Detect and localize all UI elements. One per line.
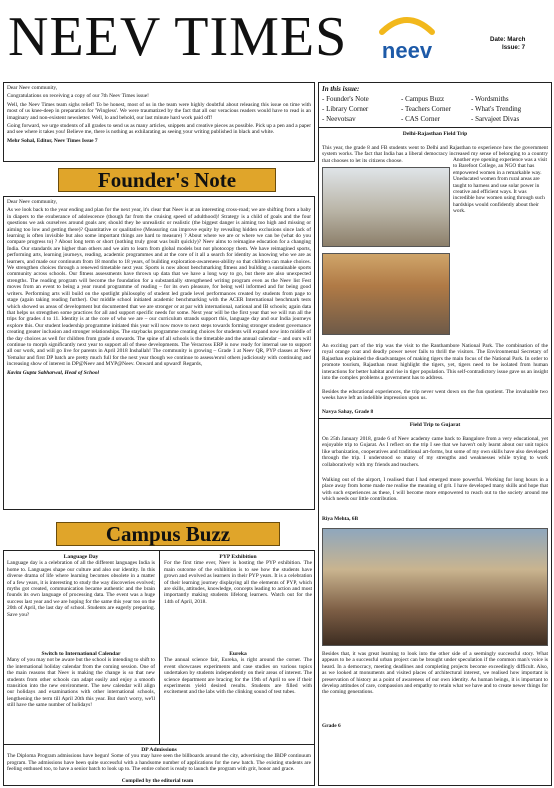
- founders-greeting: Dear Neev community,: [7, 199, 58, 205]
- founders-body: As we look back to the year ending and plan for the next year, it's clear that Neev is at an interesting cross-road; we are shifting from a baby in diapers to the exuberance of adolescence (though far from the cruising speed of adulthood)! Strategy is a child of goals and the four questions we ask ourselves around goals are; should they be unrealistic or realistic (the biggest danger is aiming too high and missing or aiming too low and getting there)? Quantitative or qualitative (Measuring can improve equity by revealing hidden exclusions since lack of learning is often invisible but also some important things are hard to measure) ? About where we are or where we can be (what do you compare progress to) ? About long term or short (nothing truly great was built quickly)? Neev aims to reimagine education for a changing India. Our standards are higher than others and we aim to learn from global models but not photocopy them. We have reimagined sports, performing arts, learning journeys, reading, academic programmes and at the core of it all a search for identity as knowing who we are as learners, and made our continuum from 18 months to 18 years, of building exploration-awareness-ability so that children can make choices. We strengthen choices through a renewed timetable next year. Sports is now about benchmarking fitness and building a sustainable sports community across schools. Our fitness assessments have thrown up data that we have a long way to go, but there are also unexpected strengths. The reading program will become the foundation for a substantially strengthened writing program even as the Neev list Fest moves from an event to being a year round programme of reading – for its own pleasure, for being well informed and for being good writers. Performing arts will build on the spotlight philosophy of student led grade level performances created by students from page to stage (again taking reading further). Our middle school initiated academic benchmarking with the ACER International benchmark tests which showed us areas of development but documented that we are stronger or at par with international, national and IB schools; again data that helps us strengthen some practices for all and support specific needs for some. Next year will be the first year that we will run all the trips for grades 4 to 11. Identity is at the core of who we are – our curriculum strands support this, language day and our India journeys explore this. Our student leadership programme initiated this year will now move to next steps towards forming stronger student governance creating greater inclusion and stronger relationships. The staybacks programme creating choices for students will expand now into middle of the day choices as well for children from grade 4 onwards. The spine of all schools is the timetable and the annual calendar – and ours will continue to morph significantly next year to support all of these developments. The Veracross ERP is now ready for internal use to support all our work, and will go live for parents in April 2018 Inshallah! The community is growing – Grade 1 at Neev QR, PYP classes at Neev Yemalur and first DP batch are pretty much full for the next year though we continue to assess/enrol others judiciously with continuing and increasing show of interest in DP@Neev and MYP@Neev. Onward and upward! Regards,: [7, 207, 311, 368]
- founders-note-banner: Founder's Note: [58, 168, 276, 192]
- toc-item[interactable]: - What's Trending: [471, 105, 522, 113]
- toc-item[interactable]: - Founder's Note: [322, 95, 369, 103]
- delhi-trip-title: Delhi-Rajasthan Field Trip: [402, 131, 468, 137]
- gujarat-signature-1: Riya Mehta, 6B: [322, 516, 359, 522]
- eureka-article: [164, 651, 312, 696]
- welcome-signature: Mehr Sohal, Editor, Neev Times Issue 7: [7, 137, 98, 144]
- toc-item[interactable]: - Neevotsav: [322, 115, 356, 123]
- founders-signature: Kavita Gupta Sabharwal, Head of School: [7, 369, 99, 376]
- barefoot-college-photo: [322, 167, 450, 247]
- delhi-trip-close: Besides the educational experiences, the trip never went down on the fun quotient. The invaluable two weeks have left an indelible impression upon us.: [322, 389, 548, 402]
- gujarat-signature-2: Grade 6: [322, 723, 341, 729]
- eureka-body: The annual science fair, Eureka, is right around the corner. The event showcases experiments and case studies on various topics undertaken by students independently on their areas of interest. The science department are bracing for the 19th of April to see if their experiments yield desired results. Students are filled with excitement and the labs with the clinking sound of test tubes.: [164, 657, 312, 696]
- right-column: [318, 82, 552, 786]
- delhi-trip-body: An exciting part of the trip was the visit to the Ranthambore National Park. The combination of the royal orange coat and deadly power never fails to thrill the visitors. The Environmental Secretary of Rajasthan explained the disadvantages of making tigers the main focus of the National Park. In order to promote tourism, Rajasthan must highlight the tigers, yet, tigers need to be isolated from human interactions for better habitat and rise in tiger population. This self-contradictory issue gave us an insight into the complex problems a government has to address.: [322, 343, 548, 382]
- editor-welcome: [3, 82, 315, 162]
- date-block: [490, 36, 550, 52]
- issue-date: Date: March: [490, 36, 526, 43]
- language-day-title: Language Day: [63, 554, 99, 560]
- language-day-body: Language day is a celebration of all the different languages India is home to. Languages shape our culture and also our identity. In this diverse drama of life where learning becomes obsolete in a matter of a few years, it is interesting to study the way discoveries evolved; myths got created, communication became authentic and the brain founds its own language of processing data. The event was a huge success last year and we are hoping for the same this year too on the 20th of April, the last day of school. Students are eagerly preparing. Save you?: [7, 560, 155, 618]
- delhi-trip-signature: Navya Sahay, Grade 8: [322, 409, 374, 415]
- dp-body: The Diploma Program admissions have begun! Some of you may have seen the billboards around the city, advertising the IBDP continuum program. The admissions have been quite successful with a handsome number of applications for the new batch. The existing students are feeling enthused too, to have a senior batch to look up to. The entire cohort is ready to launch the program with grit, honor and grace.: [7, 753, 311, 773]
- calendar-body: Many of you may not be aware but the school is intending to shift to the international holiday calendar from the coming session. One of the main reasons that Neev is making the change is so that new students from other schools can adapt easily and enjoy a smooth transition into the new environment. The new calendar will align our holidays and examinations with other international schools, lengthening the term till April 20th this year. But don't worry, we'll still have the same number of holidays!: [7, 657, 155, 709]
- gujarat-group-photo: [322, 528, 548, 646]
- rajasthan-group-photo: [322, 253, 450, 335]
- campus-buzz-banner: Campus Buzz: [56, 522, 280, 546]
- calendar-title: Switch to International Calendar: [41, 651, 121, 657]
- toc-heading: In this issue:: [322, 85, 360, 93]
- eureka-title: Eureka: [229, 651, 247, 657]
- toc-item[interactable]: - CAS Corner: [401, 115, 440, 123]
- dp-title: DP Admissions: [141, 747, 177, 753]
- masthead-title: NEEV TIMES: [8, 6, 348, 68]
- neev-logo: [362, 14, 452, 68]
- gujarat-trip-p1: On 25th January 2018, grade 6 of Neev academy came back to Bangalore from a very educational, yet enjoyable trip to Gujarat. As I reflect on the trip I see that we haven't only learnt about our unit topics like urbanization, cooperatives and traditional art-forms, but some of my own skills have also developed through the trip. I understood so many of my strengths and weaknesses while trying to work collaboratively with my friends and teachers.: [322, 436, 548, 468]
- welcome-p3: Going forward, we urge students of all grades to send us as many articles, snippets and creative pieces as possible. Pick up a pen and a paper and see where it takes you! Believe me, there is nothing as exhilarating as seeing your writing published in black and white.: [7, 123, 311, 136]
- toc-item[interactable]: - Teachers Corner: [401, 105, 451, 113]
- toc-item[interactable]: - Wordsmiths: [471, 95, 509, 103]
- toc-item[interactable]: - Sarvajeet Divas: [471, 115, 520, 123]
- gujarat-trip-p2: Walking out of the airport, I realised that I had emerged more powerful. Working for long hours in a place away from home made me realise the meaning of grit. I have developed many skills and hope that with such experiences as these, I will become more empowered to reach out to the society around me which needs our little contribution.: [322, 477, 548, 503]
- welcome-greeting: Dear Neev community,: [7, 85, 58, 91]
- logo-text: neev: [381, 38, 433, 63]
- issue-number: Issue: 7: [502, 44, 526, 51]
- founders-note: [3, 196, 315, 510]
- pyp-body: For the first time ever, Neev is hosting the PYP exhibition. The main outcome of the exhibition is to see how the students have grown and evolved as learners in their PYP years. It is a celebration of their learning journey displaying all the elements of PYP, which are skills, attitudes, knowledge, concepts leading to action and most importantly making students lifelong learners. Watch out for the 14th of April, 2018.: [164, 560, 312, 605]
- delhi-trip-intro: This year, the grade 8 and FB students went to Delhi and Rajasthan to experience how the government system works. The fact that India has a liberal democracy increased my sense of belonging to a country that chooses to let its citizens choose.: [322, 145, 548, 164]
- toc-item[interactable]: - Library Corner: [322, 105, 369, 113]
- toc-item[interactable]: - Campus Buzz: [401, 95, 445, 103]
- gujarat-trip-p3: Besides that, it was great learning to look into the other side of a seemingly successful story. What appears to be a successful urban project can be brought under speculation if the common man's voice is heard. In a democracy, meeting deadlines and completing projects become exceedingly difficult. Also, as we looked at monuments and visited places of architectural interest, we realised how important is preservation of history as a point of awareness of our own identity. As human beings, it is important to develop attitudes of care, compassion and empathy to retain what we have and to create newer things for the coming generations.: [322, 651, 548, 696]
- welcome-p1: Congratulations on receiving a copy of our 7th Neev Times issue!: [7, 93, 149, 100]
- campus-buzz-section: [3, 550, 315, 786]
- welcome-p2: Well, the Neev Times team sighs relief! To be honest, most of us in the team were highly doubtful about releasing this issue on time with most of us knee-deep in preparation for 'Wingless'. We were traumatized by the fact that all our veracious readers would have to read is an imaginary and non-existent newsletter. Well, lo and behold, our last minute hard work paid off!: [7, 101, 311, 121]
- delhi-trip-side: Another eye opening experience was a visit to Barefoot College, an NGO that has empowered women in a remarkable way. Uneducated women from rural areas are taught to harness and use solar power in creative and efficient ways. It was incredible how women using through such hardships would confidently about their work.: [453, 157, 548, 215]
- compiled-by: Compiled by the editorial team: [121, 778, 194, 784]
- pyp-title: PYP Exhibition: [219, 554, 257, 560]
- dp-admissions-article: [7, 747, 311, 773]
- gujarat-trip-title: Field Trip to Gujarat: [409, 422, 461, 428]
- language-day-article: [7, 554, 155, 618]
- pyp-exhibition-article: [164, 554, 312, 605]
- calendar-article: [7, 651, 155, 709]
